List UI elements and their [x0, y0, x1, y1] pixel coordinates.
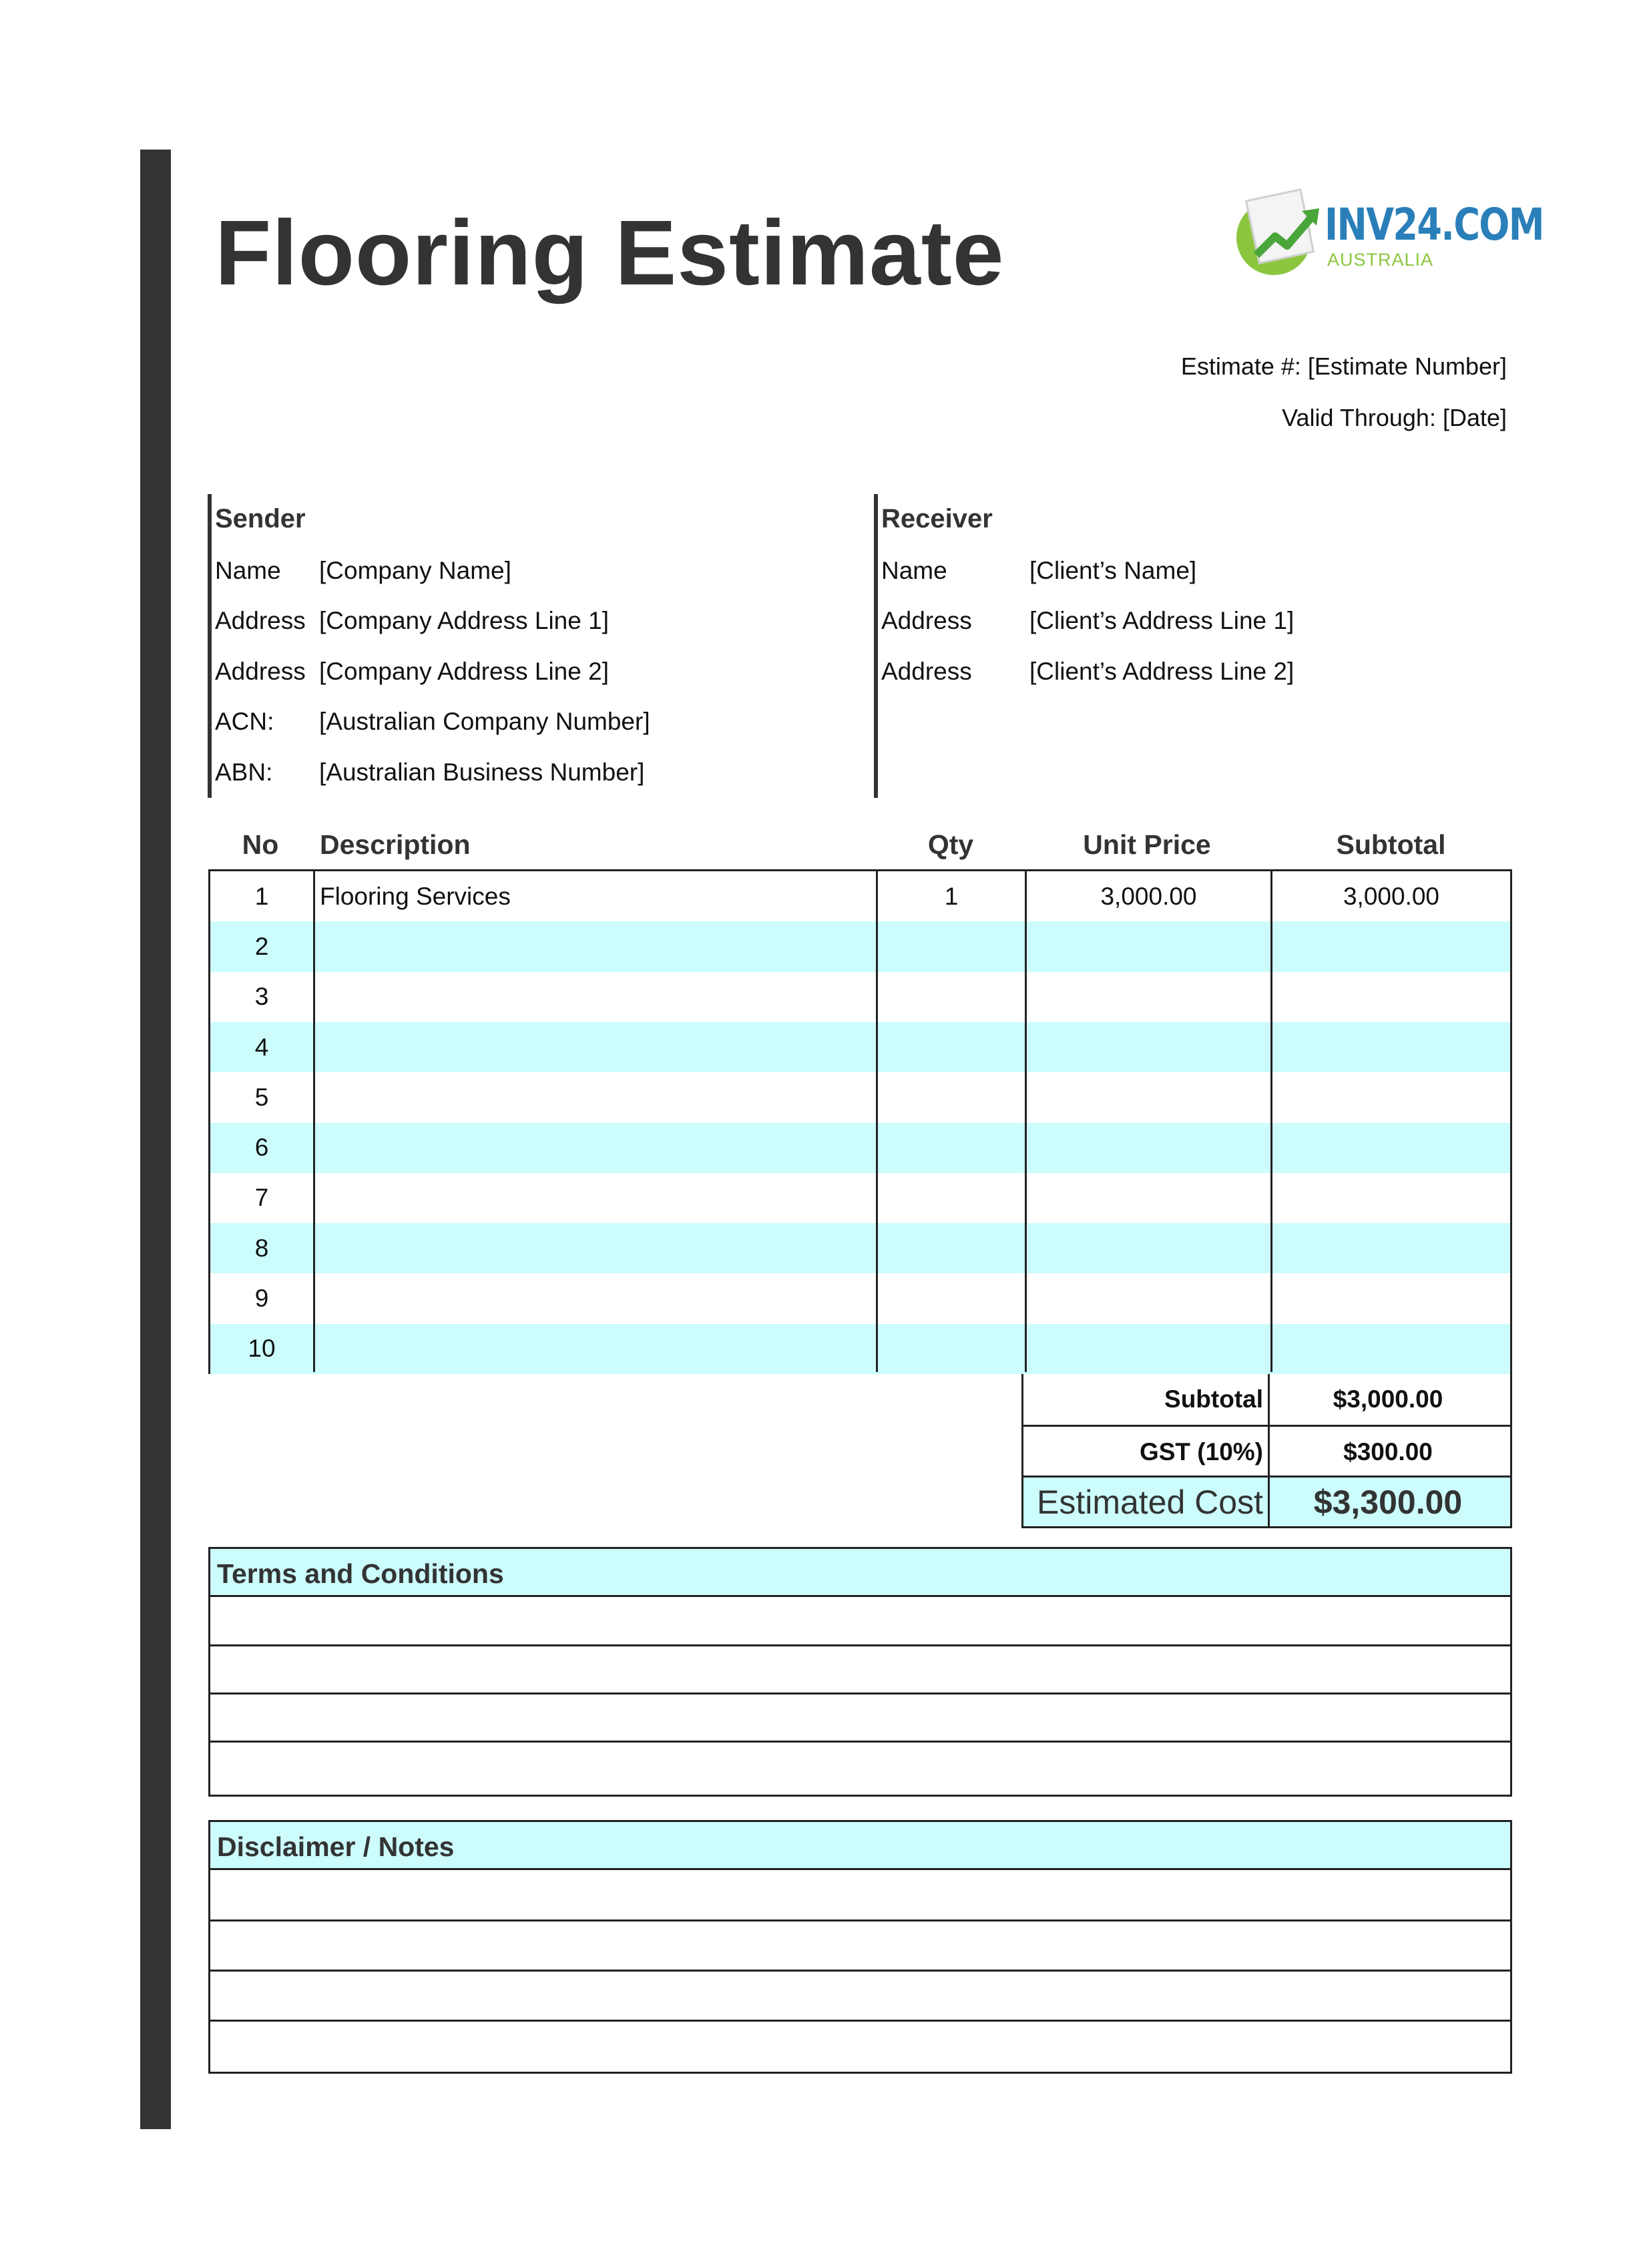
cell-description: Flooring Services — [320, 882, 511, 910]
sender-value: [Australian Company Number] — [319, 708, 650, 735]
cell-description — [320, 1223, 874, 1273]
cell-qty — [878, 1273, 1025, 1323]
cell-qty: 1 — [944, 882, 959, 910]
cell-qty — [878, 1223, 1025, 1273]
table-row — [210, 1223, 1510, 1273]
estimated-cost-value: $3,300.00 — [1313, 1484, 1463, 1521]
cell-description — [320, 1324, 874, 1374]
table-row — [210, 1273, 1510, 1323]
table-row — [210, 1022, 1510, 1072]
terms-heading: Terms and Conditions — [217, 1558, 504, 1589]
cell-subtotal — [1272, 921, 1510, 971]
receiver-heading: Receiver — [881, 504, 993, 533]
cell-subtotal — [1272, 1173, 1510, 1223]
table-row — [210, 972, 1510, 1022]
gst-value: $300.00 — [1343, 1438, 1433, 1465]
sender-label: Name — [215, 557, 281, 584]
cell-subtotal — [1272, 1123, 1510, 1173]
receiver-value: [Client’s Name] — [1029, 557, 1197, 584]
col-divider — [1268, 1478, 1270, 1526]
cell-qty — [878, 1173, 1025, 1223]
cell-unit-price — [1027, 1123, 1270, 1173]
terms-line — [210, 1692, 1510, 1694]
cell-description — [320, 1072, 874, 1122]
col-divider — [1268, 1427, 1270, 1476]
col-header-qty: Qty — [927, 829, 974, 860]
col-header-description: Description — [320, 829, 471, 860]
notes-line — [210, 1919, 1510, 1921]
cell-subtotal — [1272, 972, 1510, 1022]
cell-subtotal — [1272, 1324, 1510, 1374]
logo-arrow-chart-icon — [1250, 203, 1323, 270]
receiver-label: Name — [881, 557, 947, 584]
cell-description — [320, 1022, 874, 1072]
table-row — [210, 921, 1510, 971]
cell-qty — [878, 1123, 1025, 1173]
gst-row — [1021, 1425, 1512, 1478]
estimate-number: Estimate #: [Estimate Number] — [1180, 353, 1507, 380]
sender-value: [Company Address Line 2] — [319, 658, 609, 685]
cell-qty — [878, 1324, 1025, 1374]
receiver-rule — [874, 494, 878, 798]
subtotal-row — [1021, 1374, 1512, 1427]
notes-line — [210, 1970, 1510, 1972]
cell-qty — [878, 1072, 1025, 1122]
cell-unit-price — [1027, 1173, 1270, 1223]
cell-no: 3 — [254, 983, 269, 1011]
gst-label: GST (10%) — [1139, 1438, 1263, 1465]
cell-description — [320, 1173, 874, 1223]
cell-no: 5 — [254, 1083, 269, 1111]
table-row — [210, 871, 1510, 921]
estimated-cost-label: Estimated Cost — [1036, 1484, 1263, 1521]
cell-subtotal — [1272, 1072, 1510, 1122]
notes-header — [210, 1822, 1510, 1870]
sender-label: Address — [215, 607, 306, 634]
col-header-unit-price: Unit Price — [1083, 829, 1211, 860]
sender-label: ACN: — [215, 708, 274, 735]
subtotal-value: $3,000.00 — [1333, 1385, 1443, 1413]
col-header-subtotal: Subtotal — [1336, 829, 1446, 860]
left-accent-bar — [140, 150, 171, 2129]
table-row — [210, 1123, 1510, 1173]
cell-description — [320, 921, 874, 971]
terms-box — [208, 1547, 1512, 1797]
table-row — [210, 1072, 1510, 1122]
estimated-cost-row — [1021, 1476, 1512, 1528]
cell-description — [320, 1273, 874, 1323]
cell-qty — [878, 921, 1025, 971]
totals-block — [1021, 1374, 1512, 1528]
cell-no: 6 — [254, 1134, 269, 1162]
table-row — [210, 1173, 1510, 1223]
col-divider — [1270, 871, 1272, 1372]
terms-line — [210, 1644, 1510, 1646]
company-logo — [1236, 194, 1544, 274]
receiver-value: [Client’s Address Line 2] — [1029, 658, 1294, 685]
notes-heading: Disclaimer / Notes — [217, 1831, 455, 1862]
cell-unit-price — [1027, 921, 1270, 971]
cell-unit-price — [1027, 972, 1270, 1022]
cell-description — [320, 1123, 874, 1173]
cell-no: 2 — [254, 932, 269, 960]
cell-subtotal: 3,000.00 — [1343, 882, 1440, 910]
receiver-label: Address — [881, 658, 972, 685]
cell-qty — [878, 972, 1025, 1022]
terms-header — [210, 1549, 1510, 1597]
cell-subtotal — [1272, 1223, 1510, 1273]
cell-no: 9 — [254, 1285, 269, 1313]
notes-box — [208, 1820, 1512, 2074]
col-header-no: No — [242, 829, 279, 860]
sender-heading: Sender — [215, 504, 306, 533]
valid-through: Valid Through: [Date] — [1282, 404, 1507, 431]
page-title: Flooring Estimate — [215, 202, 1005, 304]
cell-no: 8 — [254, 1234, 269, 1262]
sender-value: [Company Address Line 1] — [319, 607, 609, 634]
cell-no: 7 — [254, 1184, 269, 1212]
notes-line — [210, 2020, 1510, 2022]
cell-unit-price: 3,000.00 — [1100, 882, 1197, 910]
receiver-value: [Client’s Address Line 1] — [1029, 607, 1294, 634]
sender-value: [Company Name] — [319, 557, 511, 584]
terms-line — [210, 1741, 1510, 1743]
col-divider — [876, 871, 878, 1372]
cell-unit-price — [1027, 1072, 1270, 1122]
cell-no: 1 — [254, 882, 269, 910]
cell-no: 10 — [248, 1335, 276, 1363]
logo-subtext: AUSTRALIA — [1327, 250, 1434, 270]
cell-subtotal — [1272, 1022, 1510, 1072]
subtotal-label: Subtotal — [1164, 1385, 1263, 1413]
col-divider — [313, 871, 315, 1372]
logo-text: INV24.COM — [1325, 199, 1544, 250]
cell-no: 4 — [254, 1033, 269, 1061]
col-divider — [1268, 1374, 1270, 1425]
cell-unit-price — [1027, 1324, 1270, 1374]
cell-unit-price — [1027, 1273, 1270, 1323]
cell-qty — [878, 1022, 1025, 1072]
items-table — [208, 869, 1512, 1374]
receiver-label: Address — [881, 607, 972, 634]
cell-unit-price — [1027, 1022, 1270, 1072]
cell-subtotal — [1272, 1273, 1510, 1323]
cell-description — [320, 972, 874, 1022]
sender-value: [Australian Business Number] — [319, 758, 645, 786]
sender-label: ABN: — [215, 758, 273, 786]
col-divider — [1025, 871, 1027, 1372]
sender-rule — [208, 494, 212, 798]
table-row — [210, 1324, 1510, 1374]
sender-label: Address — [215, 658, 306, 685]
cell-unit-price — [1027, 1223, 1270, 1273]
